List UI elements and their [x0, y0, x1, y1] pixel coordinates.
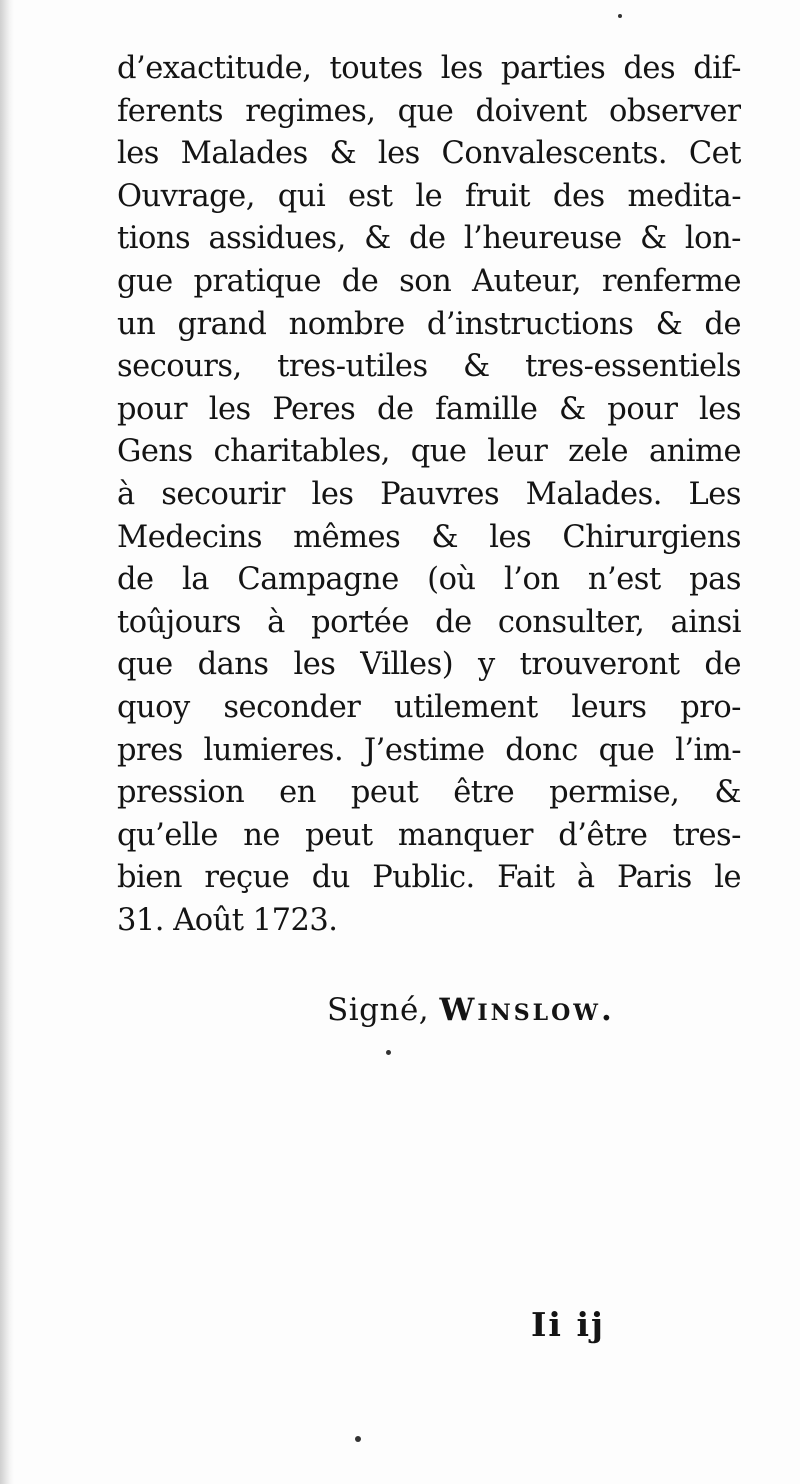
text-line: pres lumieres. J’estime donc que l’im- [117, 732, 741, 768]
text-line: de la Campagne (où l’on n’est pas [117, 562, 741, 598]
text-line: tions assidues, & de l’heureuse & lon- [117, 221, 741, 257]
text-line: Medecins mêmes & les Chirurgiens [117, 519, 741, 555]
ink-speck [386, 1050, 391, 1055]
approbation-text [117, 48, 741, 942]
signature-line [327, 985, 707, 1035]
text-line: gue pratique de son Auteur, renferme [117, 263, 741, 299]
ink-speck [618, 14, 622, 18]
date-line: 31. Août 1723. [117, 902, 338, 938]
text-line: ferents regimes, que doivent observer [117, 93, 741, 129]
text-line: un grand nombre d’instructions & de [117, 306, 741, 342]
text-line: que dans les Villes) y trouveront de [117, 647, 741, 683]
signature-name: Winslow. [439, 992, 615, 1028]
text-line: à secourir les Pauvres Malades. Les [117, 476, 741, 512]
text-line: pour les Peres de famille & pour les [117, 391, 741, 427]
text-line: toûjours à portée de consulter, ainsi [117, 604, 741, 640]
text-line: les Malades & les Convalescents. Cet [117, 136, 741, 172]
text-line: pression en peut être permise, & [117, 775, 741, 811]
text-line: Ouvrage, qui est le fruit des medita- [117, 178, 741, 214]
signature-prefix: Signé, [327, 992, 430, 1028]
text-line: quoy seconder utilement leurs pro- [117, 689, 741, 725]
text-line: d’exactitude, toutes les parties des dif- [117, 51, 741, 86]
ink-speck [355, 1436, 361, 1442]
text-line: qu’elle ne peut manquer d’être tres- [117, 817, 741, 853]
text-line: Gens charitables, que leur zele anime [117, 434, 741, 470]
page-gutter-shadow [0, 0, 14, 1484]
printer-signature-mark: Ii ij [531, 1305, 605, 1344]
text-line: bien reçue du Public. Fait à Paris le [117, 860, 741, 896]
text-line: secours, tres-utiles & tres-essentiels [117, 349, 741, 385]
